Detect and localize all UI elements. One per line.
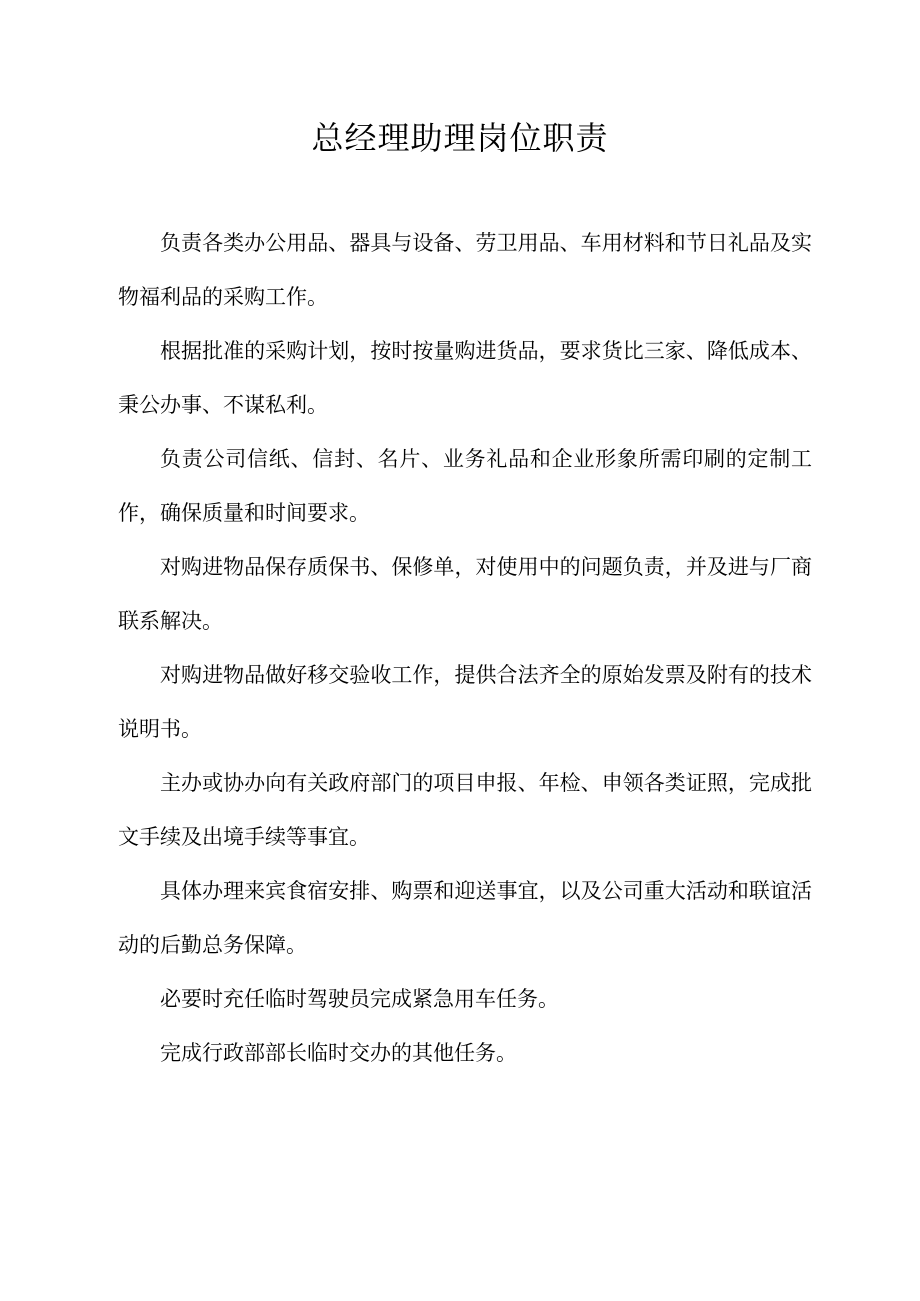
- duty-paragraph-7: 具体办理来宾食宿安排、购票和迎送事宜，以及公司重大活动和联谊活动的后勤总务保障。: [118, 879, 812, 957]
- duty-paragraph-4: 对购进物品保存质保书、保修单，对使用中的问题负责，并及进与厂商联系解决。: [118, 555, 812, 633]
- duty-paragraph-3: 负责公司信纸、信封、名片、业务礼品和企业形象所需印刷的定制工作，确保质量和时间要求。: [118, 447, 812, 525]
- duty-paragraph-1: 负责各类办公用品、器具与设备、劳卫用品、车用材料和节日礼品及实物福利品的采购工作。: [118, 231, 812, 309]
- duty-paragraph-6: 主办或协办向有关政府部门的项目申报、年检、申领各类证照，完成批文手续及出境手续等事宜。: [118, 771, 812, 849]
- document-body: [118, 216, 812, 1080]
- duty-paragraph-2: 根据批准的采购计划，按时按量购进货品，要求货比三家、降低成本、秉公办事、不谋私利。: [118, 339, 812, 417]
- duty-paragraph-8: 必要时充任临时驾驶员完成紧急用车任务。: [160, 987, 559, 1011]
- duty-paragraph-5: 对购进物品做好移交验收工作，提供合法齐全的原始发票及附有的技术说明书。: [118, 663, 812, 741]
- duty-paragraph-9: 完成行政部部长临时交办的其他任务。: [160, 1041, 517, 1065]
- document-title: 总经理助理岗位职责: [311, 119, 609, 157]
